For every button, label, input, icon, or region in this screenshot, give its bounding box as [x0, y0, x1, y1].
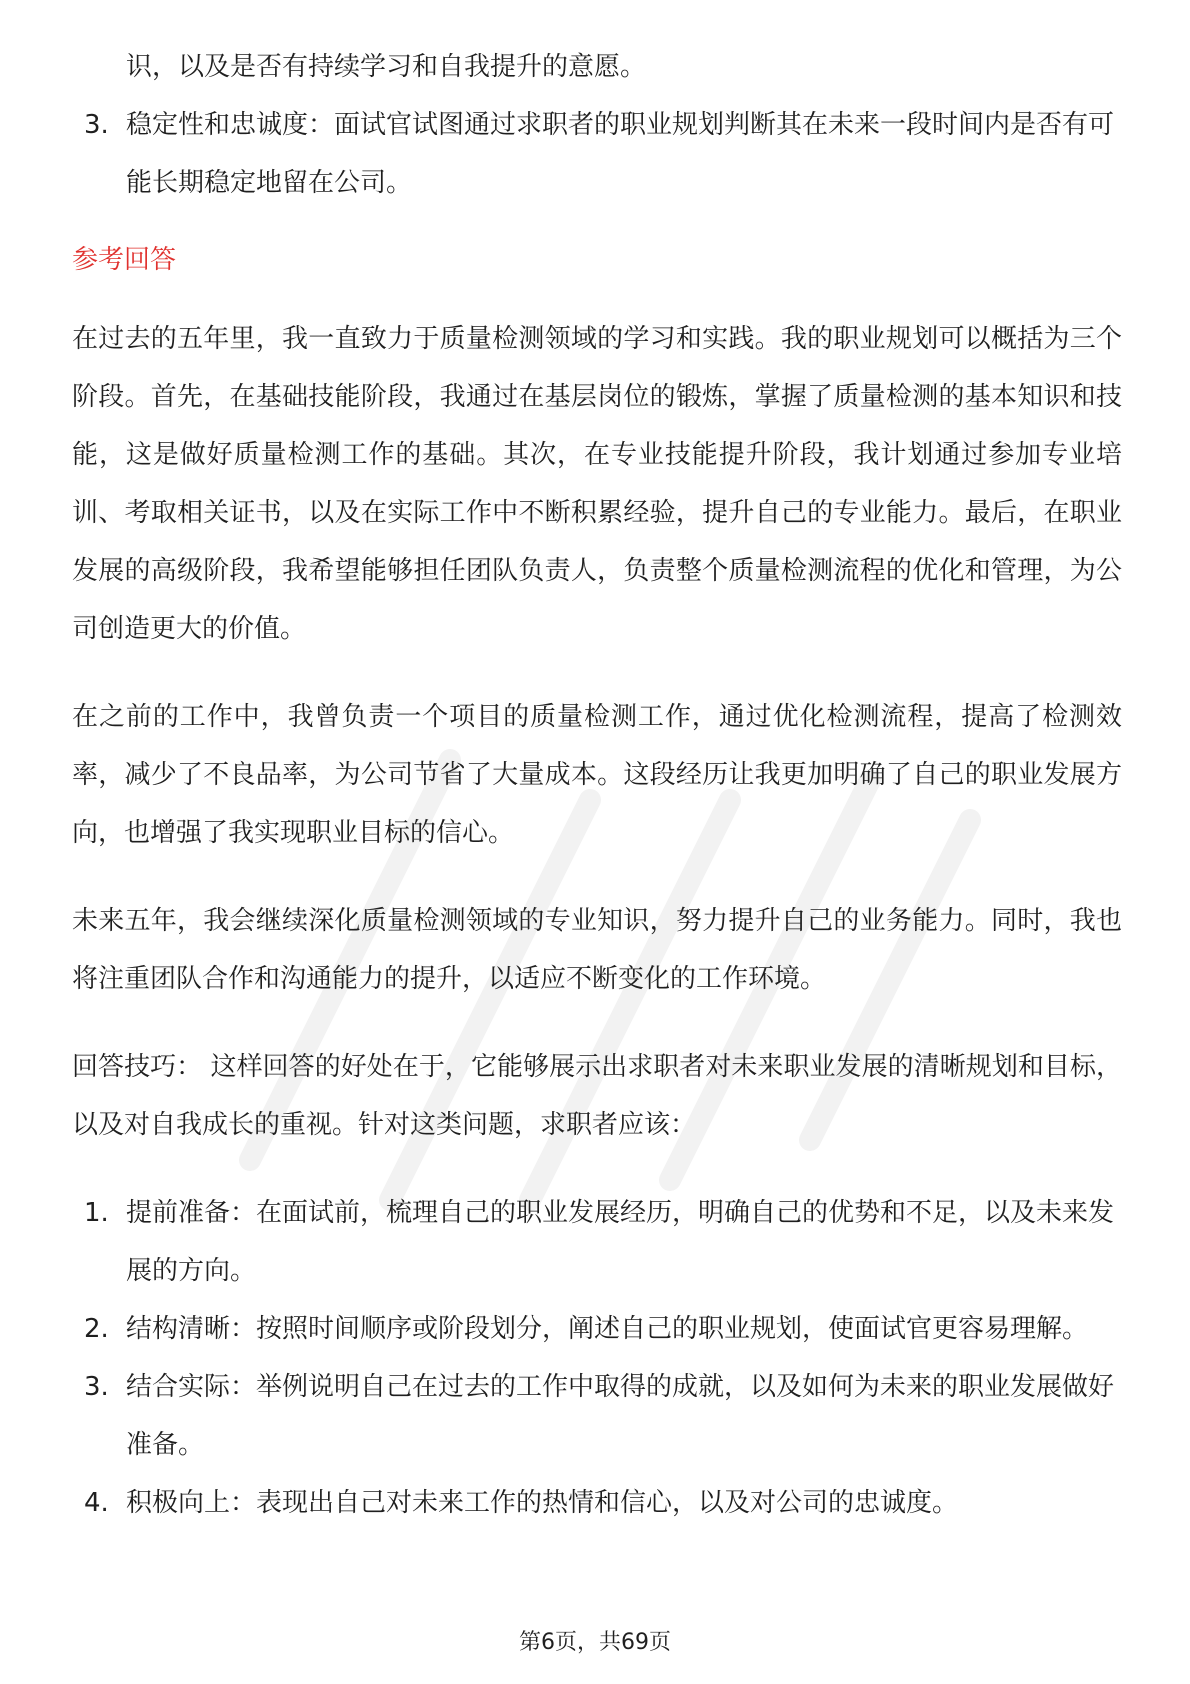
list-item-text: 提前准备：在面试前，梳理自己的职业发展经历，明确自己的优势和不足，以及未来发展的方向。 — [126, 1198, 1115, 1286]
list-item-text: 稳定性和忠诚度：面试官试图通过求职者的职业规划判断其在未来一段时间内是否有可能长期稳定地留在公司。 — [126, 110, 1115, 198]
tips-list-item — [72, 1184, 1122, 1300]
list-item-number: 1. — [84, 1198, 109, 1228]
page-number-footer: 第6页，共69页 — [519, 1630, 671, 1655]
document-content — [72, 38, 1122, 1532]
tips-list-item — [72, 1358, 1122, 1474]
tips-list-item — [72, 1300, 1122, 1358]
list-item-text: 结合实际：举例说明自己在过去的工作中取得的成就，以及如何为未来的职业发展做好准备。 — [126, 1372, 1115, 1460]
list-item-continuation: 识，以及是否有持续学习和自我提升的意愿。 — [126, 52, 647, 82]
list-item-number: 2. — [84, 1314, 109, 1344]
list-item-number: 3. — [84, 1372, 109, 1402]
list-item-text: 积极向上：表现出自己对未来工作的热情和信心，以及对公司的忠诚度。 — [126, 1488, 959, 1518]
list-item-text: 结构清晰：按照时间顺序或阶段划分，阐述自己的职业规划，使面试官更容易理解。 — [126, 1314, 1089, 1344]
tips-list-item — [72, 1474, 1122, 1532]
answer-paragraph: 未来五年，我会继续深化质量检测领域的专业知识，努力提升自己的业务能力。同时，我也将注重团队合作和沟通能力的提升，以适应不断变化的工作环境。 — [72, 906, 1122, 994]
tips-list — [72, 1184, 1122, 1532]
answer-paragraph: 在之前的工作中，我曾负责一个项目的质量检测工作，通过优化检测流程，提高了检测效率，减少了不良品率，为公司节省了大量成本。这段经历让我更加明确了自己的职业发展方向，也增强了我实现职业目标的信心。 — [72, 702, 1122, 848]
list-item-number: 3. — [84, 110, 109, 140]
answer-tips-intro: 回答技巧： 这样回答的好处在于，它能够展示出求职者对未来职业发展的清晰规划和目标，以及对自我成长的重视。针对这类问题，求职者应该： — [72, 1052, 1122, 1140]
section-heading-reference-answer: 参考回答 — [72, 245, 177, 275]
list-item-stability — [72, 96, 1122, 212]
list-item-number: 4. — [84, 1488, 109, 1518]
answer-paragraph: 在过去的五年里，我一直致力于质量检测领域的学习和实践。我的职业规划可以概括为三个阶段。首先，在基础技能阶段，我通过在基层岗位的锻炼，掌握了质量检测的基本知识和技能，这是做好质量检测工作的基础。其次，在专业技能提升阶段，我计划通过参加专业培训、考取相关证书，以及在实际工作中不断积累经验，提升自己的专业能力。最后，在职业发展的高级阶段，我希望能够担任团队负责人，负责整个质量检测流程的优化和管理，为公司创造更大的价值。 — [72, 324, 1122, 644]
